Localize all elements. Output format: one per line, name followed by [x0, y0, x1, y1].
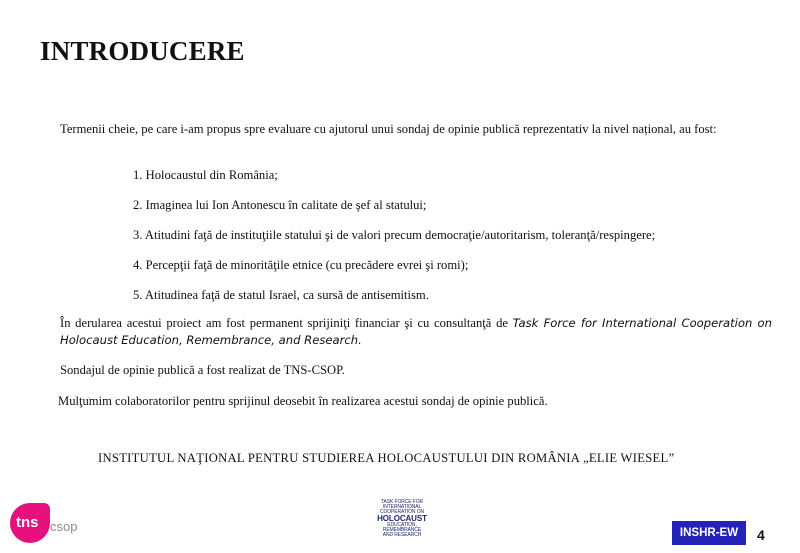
page-number: 4	[757, 527, 765, 543]
list-item: 3. Atitudini faţă de instituţiile statului şi de valori precum democraţie/autoritarism, toleranţă/respingere;	[133, 228, 656, 242]
thanks-paragraph: Mulţumim colaboratorilor pentru sprijinul deosebit în realizarea acestui sondaj de opinie publică.	[58, 394, 548, 408]
list-item: 5. Atitudinea faţă de statul Israel, ca sursă de antisemitism.	[133, 288, 429, 302]
institute-name: INSTITUTUL NAŢIONAL PENTRU STUDIEREA HOLOCAUSTULUI DIN ROMÂNIA „ELIE WIESEL”	[98, 451, 675, 465]
task-force-line: TASK FORCE FOR	[380, 499, 424, 505]
tns-csop-logo	[8, 503, 88, 547]
task-force-line: REMEMBRANCE	[382, 527, 422, 533]
page-title: INTRODUCERE	[40, 36, 245, 66]
list-item: 1. Holocaustul din România;	[133, 168, 278, 182]
list-item: 2. Imaginea lui Ion Antonescu în calitate de şef al statului;	[133, 198, 427, 212]
inshr-badge: INSHR-EW	[672, 521, 746, 545]
csop-logo-text: csop	[50, 519, 78, 534]
task-force-logo	[373, 500, 431, 544]
task-force-line: AND RESEARCH	[382, 532, 422, 538]
tns-note: Sondajul de opinie publică a fost realizat de TNS-CSOP.	[60, 363, 345, 377]
tns-logo-text: tns	[16, 514, 39, 531]
support-text: În derularea acestui proiect am fost permanent sprijiniţi financiar şi cu consultanţă de	[60, 316, 513, 330]
task-force-line: INTERNATIONAL	[382, 504, 422, 510]
task-force-line: COOPERATION ON	[379, 509, 425, 515]
list-item: 4. Percepţii faţă de minorităţile etnice (cu precădere evrei şi romi);	[133, 258, 469, 272]
support-paragraph	[60, 315, 772, 349]
task-force-line: HOLOCAUST	[377, 514, 427, 523]
intro-paragraph: Termenii cheie, pe care i-am propus spre evaluare cu ajutorul unui sondaj de opinie publică reprezentativ la nivel național, au fost:	[60, 122, 717, 136]
task-force-line: EDUCATION,	[387, 522, 417, 528]
support-organization: Task Force for International Cooperation on Holocaust Education, Remembrance, and Research.	[60, 316, 772, 347]
